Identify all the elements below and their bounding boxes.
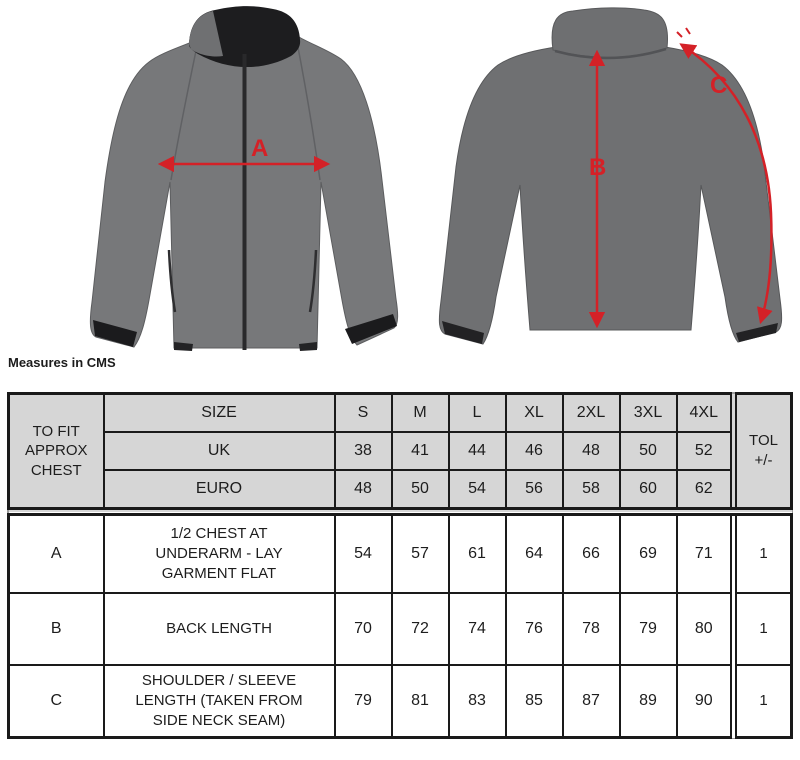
- measure-value: 71: [677, 512, 734, 594]
- measure-value: 61: [449, 512, 506, 594]
- size-col-header: XL: [506, 394, 563, 433]
- measure-value: 70: [335, 593, 392, 665]
- measure-value: 64: [506, 512, 563, 594]
- measure-description: [104, 512, 335, 594]
- size-col-header: S: [335, 394, 392, 433]
- measure-key: C: [9, 665, 104, 738]
- euro-size-value: 62: [677, 470, 734, 512]
- desc-line: 1/2 CHEST AT: [170, 525, 268, 543]
- measure-label-c: C: [710, 72, 728, 99]
- measure-value: 85: [506, 665, 563, 738]
- measure-value: 81: [392, 665, 449, 738]
- measure-value: 79: [335, 665, 392, 738]
- tolerance-value: 1: [734, 593, 792, 665]
- desc-line: SIDE NECK SEAM): [152, 711, 286, 729]
- euro-size-value: 58: [563, 470, 620, 512]
- uk-size-value: 46: [506, 432, 563, 470]
- uk-size-value: 44: [449, 432, 506, 470]
- header-row-size: [9, 394, 792, 433]
- measure-value: 54: [335, 512, 392, 594]
- size-col-header: 3XL: [620, 394, 677, 433]
- uk-row-label: UK: [104, 432, 335, 470]
- measure-value: 57: [392, 512, 449, 594]
- uk-size-value: 38: [335, 432, 392, 470]
- tol-line: +/-: [754, 452, 773, 469]
- size-col-header: M: [392, 394, 449, 433]
- measure-description: [104, 593, 335, 665]
- sleeve-arrow-tick-marks: [677, 28, 690, 37]
- desc-line: GARMENT FLAT: [161, 564, 277, 582]
- desc-line: SHOULDER / SLEEVE: [141, 672, 297, 690]
- jacket-back-collar: [552, 8, 667, 57]
- euro-size-value: 48: [335, 470, 392, 512]
- desc-line: UNDERARM - LAY: [155, 545, 283, 563]
- measure-value: 83: [449, 665, 506, 738]
- measure-value: 79: [620, 593, 677, 665]
- size-row-label: SIZE: [104, 394, 335, 433]
- desc-line: LENGTH (TAKEN FROM: [135, 692, 303, 710]
- measure-label-a: A: [251, 135, 269, 162]
- size-col-header: 2XL: [563, 394, 620, 433]
- uk-size-value: 41: [392, 432, 449, 470]
- euro-row-label: EURO: [104, 470, 335, 512]
- measurement-row-c: [9, 665, 792, 738]
- measure-value: 76: [506, 593, 563, 665]
- measure-key: A: [9, 512, 104, 594]
- measure-value: 78: [563, 593, 620, 665]
- tolerance-header: [734, 394, 792, 512]
- tol-line: TOL: [749, 431, 778, 449]
- desc-line: BACK LENGTH: [166, 620, 272, 638]
- corner-line: TO FIT: [32, 422, 80, 440]
- header-row-uk: [9, 432, 792, 470]
- tolerance-value: 1: [734, 665, 792, 738]
- measure-description: [104, 665, 335, 738]
- size-col-header: 4XL: [677, 394, 734, 433]
- size-col-header: L: [449, 394, 506, 433]
- measure-key: B: [9, 593, 104, 665]
- euro-size-value: 50: [392, 470, 449, 512]
- measure-value: 80: [677, 593, 734, 665]
- uk-size-value: 50: [620, 432, 677, 470]
- measurement-row-a: [9, 512, 792, 594]
- tolerance-value: 1: [734, 512, 792, 594]
- euro-size-value: 56: [506, 470, 563, 512]
- jacket-front-image: [85, 4, 400, 354]
- euro-size-value: 54: [449, 470, 506, 512]
- uk-size-value: 48: [563, 432, 620, 470]
- corner-header: [9, 394, 104, 512]
- header-row-euro: [9, 470, 792, 512]
- measure-value: 89: [620, 665, 677, 738]
- measures-note: Measures in CMS: [8, 355, 116, 370]
- measure-value: 69: [620, 512, 677, 594]
- corner-line: CHEST: [30, 461, 82, 479]
- corner-line: APPROX: [24, 442, 88, 460]
- measure-label-b: B: [589, 154, 607, 181]
- measure-value: 74: [449, 593, 506, 665]
- measure-value: 66: [563, 512, 620, 594]
- measure-value: 87: [563, 665, 620, 738]
- jacket-back-image: [430, 3, 790, 353]
- jacket-front-zipper: [243, 54, 247, 350]
- size-chart: [7, 392, 793, 739]
- measure-value: 90: [677, 665, 734, 738]
- uk-size-value: 52: [677, 432, 734, 470]
- euro-size-value: 60: [620, 470, 677, 512]
- size-chart-table: [7, 392, 793, 739]
- measure-value: 72: [392, 593, 449, 665]
- measurement-row-b: [9, 593, 792, 665]
